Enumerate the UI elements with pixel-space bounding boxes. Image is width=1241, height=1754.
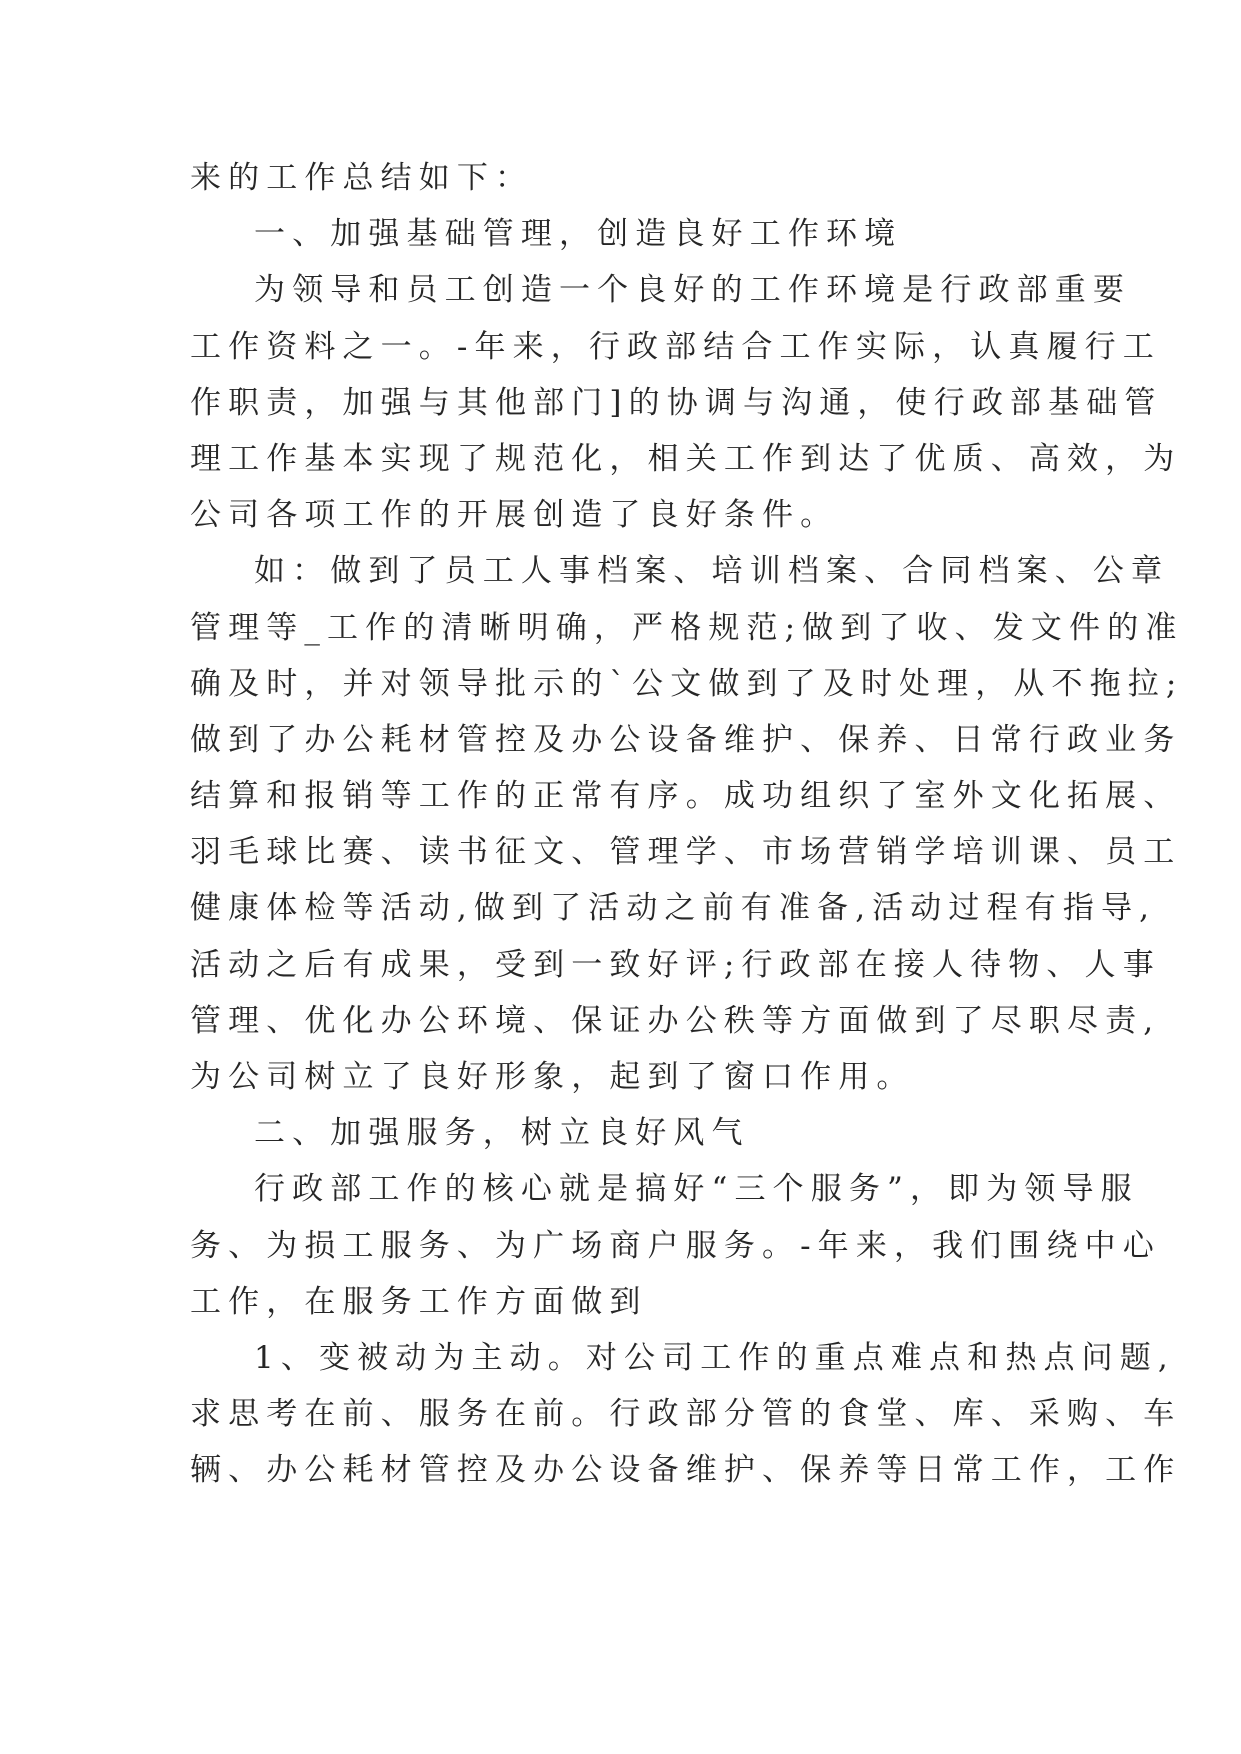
body-line: 工作，在服务工作方面做到 [190,1283,648,1320]
section-heading: 一、加强基础管理，创造良好工作环境 [254,216,903,253]
body-line: 结算和报销等工作的正常有序。成功组织了室外文化拓展、 [190,778,1182,815]
body-line: 来的工作总结如下： [190,160,534,196]
body-line: 工作资料之一。-年来，行政部结合工作实际，认真履行工 [190,328,1161,365]
body-line: 管理、优化办公环境、保证办公秩等方面做到了尽职尽责, [190,1002,1161,1039]
body-line: 健康体检等活动,做到了活动之前有准备,活动过程有指导, [190,890,1157,927]
body-line: 务、为损工服务、为广场商户服务。-年来，我们围绕中心 [190,1227,1161,1264]
body-line: 羽毛球比赛、读书征文、管理学、市场营销学培训课、员工 [190,834,1182,871]
body-line: 理工作基本实现了规范化，相关工作到达了优质、高效，为 [190,440,1182,477]
paragraph-first-line: 为领导和员工创造一个良好的工作环境是行政部重要 [254,272,1131,309]
body-line: 求思考在前、服务在前。行政部分管的食堂、库、采购、车 [190,1396,1182,1433]
paragraph-first-line: 1、变被动为主动。对公司工作的重点难点和热点问题, [254,1339,1175,1376]
body-line: 确及时，并对领导批示的`公文做到了及时处理，从不拖拉; [190,665,1184,702]
body-line: 管理等_工作的清晰明确，严格规范;做到了收、发文件的准 [190,609,1184,646]
document-body [190,150,1184,1499]
body-line: 公司各项工作的开展创造了良好条件。 [190,497,839,534]
body-line: 作职责，加强与其他部门]的协调与沟通，使行政部基础管 [190,384,1163,421]
paragraph-first-line: 如：做到了员工人事档案、培训档案、合同档案、公章 [254,553,1170,590]
body-line: 辆、办公耗材管控及办公设备维护、保养等日常工作，工作 [190,1452,1182,1489]
section-heading: 二、加强服务，树立良好风气 [254,1115,750,1152]
paragraph-first-line: 行政部工作的核心就是搞好“三个服务”，即为领导服 [254,1171,1139,1208]
body-line: 活动之后有成果，受到一致好评;行政部在接人待物、人事 [190,946,1161,983]
body-line: 做到了办公耗材管控及办公设备维护、保养、日常行政业务 [190,721,1182,758]
body-line: 为公司树立了良好形象，起到了窗口作用。 [190,1059,915,1095]
